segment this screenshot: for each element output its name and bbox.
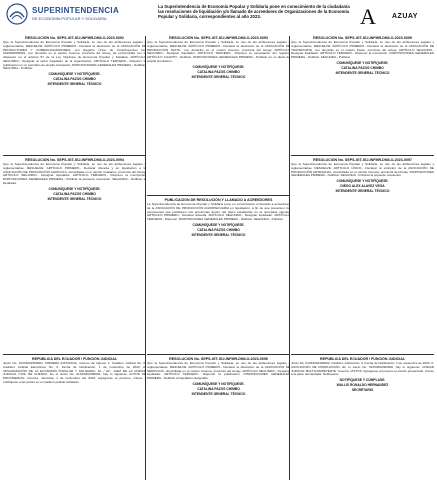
signatory-name: CATALINA PAZOS CHIMBO	[53, 191, 96, 196]
court-notice-block	[3, 357, 146, 480]
signatory-role: SECRETARIO	[351, 388, 374, 393]
resolution-closing: COMUNÍQUESE Y NOTIFÍQUESE.	[192, 222, 245, 227]
resolution-text: Que la Superintendencia de Economía Popular y Solidaria, en uso de las atribuciones legales y reglamentarias, RESUELVE: ARTÍCULO PRIMERO.- Declarar disuelta y en liquidación a la ASOCIACIÓN DE PRODUCCIÓN AGRÍCOLA, domiciliada en el cantón Gualaceo, provincia del Azuay. ARTÍCULO SEGUNDO.- Designar liquidador. ARTÍCULO TERCERO.- Disponer la inscripción. DISPOSICIONES GENERALES PRIMERA.- Publicar la presente resolución. SEGUNDA.- Notificar al liquidador.	[3, 162, 146, 185]
block-divider	[147, 354, 290, 355]
resolution-block	[3, 36, 146, 154]
block-divider	[291, 354, 434, 355]
signatory-name: CATALINA PAZOS CHIMBO	[197, 386, 240, 391]
page-header	[0, 0, 437, 36]
resolution-closing: COMUNÍQUESE Y NOTIFÍQUESE.	[192, 381, 245, 386]
signatory-name: CATALINA PAZOS CHIMBO	[197, 69, 240, 74]
resolution-title: RESOLUCIÓN No. SEPS-IGT-IGJ-INFMR-DNILO-2023-0092	[25, 36, 124, 40]
court-notice-block	[291, 357, 434, 480]
signatory-name: WALLIS RONALDO HERNANDEZ	[336, 383, 389, 388]
resolution-title: RESOLUCIÓN No. SEPS-IGT-IGJ-INFMR-DNILO-2023-0097	[313, 158, 412, 162]
signatory-role: INTENDENTE GENERAL TÉCNICO	[191, 391, 246, 396]
signatory-role: INTENDENTE GENERAL TÉCNICO	[191, 232, 246, 237]
resolution-title: RESOLUCIÓN No. SEPS-IGT-IGJ-INFMR-DNILO-2023-0093	[169, 36, 268, 40]
resolution-title: RESOLUCIÓN No. SEPS-IGT-IGJ-INFMR-DNILO-2023-0095	[313, 36, 412, 40]
resolution-title: RESOLUCIÓN No. SEPS-IGT-IGJ-INFMR-DNILO-2023-0096	[169, 357, 268, 361]
block-divider	[3, 354, 146, 355]
resolution-text: Que la Superintendencia de Economía Popular y Solidaria, en uso de las atribuciones legales y reglamentarias, RESUELVE: ARTÍCULO PRIMERO.- Declarar la disolución de la ASOCIACIÓN DE PRODUCTORES Y COMERCIALIZADORES, con Registro Único de Contribuyentes No. 0190000000001, con domicilio en el cantón Cuenca, provincia del Azuay, de conformidad con lo dispuesto en el artículo 57 de la Ley Orgánica de Economía Popular y Solidaria. ARTÍCULO SEGUNDO.- Designar al señor liquidador de la organización. ARTÍCULO TERCERO.- Disponer la publicación en un periódico de amplia circulación. DISPOSICIONES GENERALES PRIMERA.- Notificar. SEGUNDA.- Publicar.	[3, 40, 146, 71]
resolution-text: Que la Superintendencia de Economía Popular y Solidaria, en uso de las atribuciones legales y reglamentarias, RESUELVE: ARTÍCULO PRIMERO.- Declarar la disolución de la ASOCIACIÓN DE TRANSPORTE, con domicilio en el cantón Paute, provincia del Azuay. ARTÍCULO SEGUNDO.- Designar liquidador. ARTÍCULO TERCERO.- Disponer la inscripción. DISPOSICIONES GENERALES PRIMERA.- Notificar. SEGUNDA.- Publicar.	[291, 40, 434, 60]
resolution-text: Que la Superintendencia de Economía Popular y Solidaria, en uso de las atribuciones legales y reglamentarias, RESUELVE: ARTÍCULO ÚNICO.- Declarar la extinción de la ASOCIACIÓN DE PRODUCCIÓN ARTESANAL, domiciliada en el cantón Cuenca, provincia del Azuay. DISPOSICIONES GENERALES PRIMERA.- Notificar. SEGUNDA.- Publicar la presente resolución.	[291, 162, 434, 178]
logo-subtitle: DE ECONOMÍA POPULAR Y SOLIDARIA	[32, 16, 107, 21]
signatory-name: DIEGO ALEX ALAVEZ VEGA	[340, 184, 385, 189]
block-divider	[291, 155, 434, 156]
signatory-role: INTENDENTE GENERAL TÉCNICO	[191, 74, 246, 79]
court-notice-title: REPÚBLICA DEL ECUADOR / FUNCIÓN JUDICIAL	[319, 357, 406, 361]
resolution-block	[291, 158, 434, 353]
signatory-role: INTENDENTE GENERAL TÉCNICO	[335, 70, 390, 75]
creditor-call-title: PUBLICACIÓN DE RESOLUCIÓN Y LLAMADO A ACREEDORES	[164, 198, 273, 202]
seps-emblem-icon	[6, 3, 28, 25]
creditor-call-text: La Superintendencia de Economía Popular y Solidaria pone en conocimiento el llamado a acreedores de la ASOCIACIÓN DE PRODUCCIÓN AGROPECUARIA en liquidación, a fin de que presenten los documentos que justifiquen sus acreencias dentro del plazo establecido en la normativa vigente. ARTÍCULO PRIMERO.- Declarar disuelta. ARTÍCULO SEGUNDO.- Designar liquidador. ARTÍCULO TERCERO.- Disponer. DISPOSICIONES GENERALES PRIMERA.- Notificar. SEGUNDA.- Publicar.	[147, 202, 290, 222]
resolution-closing: COMUNÍQUESE Y NOTIFÍQUESE.	[48, 72, 101, 77]
resolution-text: Que la Superintendencia de Economía Popular y Solidaria, en uso de las atribuciones legales y reglamentarias, RESUELVE: ARTÍCULO PRIMERO.- Declarar la disolución de la ASOCIACIÓN DE SERVICIOS, domiciliada en el cantón Cuenca, provincia del Azuay. ARTÍCULO SEGUNDO.- Designar liquidador. ARTÍCULO TERCERO.- Disponer la publicación. DISPOSICIONES GENERALES PRIMERA.- Notificar al liquidador designado.	[147, 361, 290, 381]
resolution-title: RESOLUCIÓN No. SEPS-IGT-IGJ-INFMR-DNILO-2023-0094	[25, 158, 124, 162]
court-notice-title: REPÚBLICA DEL ECUADOR / FUNCIÓN JUDICIAL	[31, 357, 118, 361]
seps-logo	[6, 3, 156, 31]
block-divider	[3, 155, 146, 156]
intro-notice: La Superintendencia de Economía Popular y Solidaria pone en conocimiento de la ciudadanía las resoluciones de liquidación y/o llamado de acreedores de Organizaciones de la Economía Popular y Solidaria, correspondientes al año 2023.	[158, 4, 350, 20]
signatory-name: CATALINA PAZOS CHIMBO	[197, 227, 240, 232]
resolution-block	[147, 357, 290, 480]
province-name: AZUAY	[392, 13, 418, 20]
signatory-role: INTENDENTE GENERAL TÉCNICO	[47, 82, 102, 87]
section-letter: A	[360, 4, 376, 29]
resolution-closing: COMUNÍQUESE Y NOTIFÍQUESE.	[336, 60, 389, 65]
signatory-role: INTENDENTE GENERAL TÉCNICO	[335, 189, 390, 194]
resolution-closing: COMUNÍQUESE Y NOTIFÍQUESE.	[336, 179, 389, 184]
resolution-text: Que la Superintendencia de Economía Popular y Solidaria, en uso de las atribuciones legales y reglamentarias, RESUELVE: ARTÍCULO PRIMERO.- Declarar la disolución de la ASOCIACIÓN DE PRODUCCIÓN TEXTIL, con domicilio en el cantón Cuenca, provincia del Azuay. ARTÍCULO SEGUNDO.- Designar liquidador. ARTÍCULO TERCERO.- Disponer la cancelación del registro. ARTÍCULO CUARTO.- Notificar. DISPOSICIONES GENERALES PRIMERA.- Publicar en un diario de amplia circulación.	[147, 40, 290, 63]
signatory-role: INTENDENTE GENERAL TÉCNICO	[47, 196, 102, 201]
block-divider	[147, 195, 290, 196]
resolution-closing: COMUNÍQUESE Y NOTIFÍQUESE.	[48, 186, 101, 191]
creditor-call-block	[147, 198, 290, 353]
resolution-closing: COMUNÍQUESE Y NOTIFÍQUESE.	[192, 64, 245, 69]
resolution-block	[147, 36, 290, 194]
logo-title: SUPERINTENDENCIA	[32, 6, 120, 15]
signatory-name: CATALINA PAZOS CHIMBO	[53, 77, 96, 82]
resolution-block	[291, 36, 434, 154]
signatory-name: CATALINA PAZOS CHIMBO	[341, 65, 384, 70]
resolution-block	[3, 158, 146, 353]
notice-closing: NOTIFÍQUESE Y CÚMPLASE.	[339, 378, 386, 383]
court-notice-text: Juicio No. 01333202300001, PRIMERA INSTANCIA, número de ingreso 1. Casillero Judicial No. 0. Casillero Judicial Electrónico No. 0. Fecha de Notificación: 1 de noviembre de 2023. A: ORGANIZACIÓN DE LA ECONOMÍA POPULAR Y SOLIDARIA. Dr. / Ab.: JUEZ DE LA UNIDAD JUDICIAL CIVIL DE CUENCA. En el Juicio No. 01333202300001, hay lo siguiente: AUTOS DE PROVIDENCIA. Cuenca, miércoles 1 de noviembre del 2023. Agréguese al proceso. Cítese y notifíquese a las partes en el casillero judicial señalado.	[3, 361, 146, 384]
court-notice-text: Juicio No. 01333202300002. Casillero Judicial No. 0. Fecha de Notificación: 1 de noviembre de 2023. A: ASOCIACIÓN DE PRODUCCIÓN. En el Juicio No. 01333202300002, hay lo siguiente: UNIDAD JUDICIAL MULTICOMPETENTE. Cuenca. VISTOS: Agréguese al proceso el escrito presentado. Cítese a la parte demandada. Notifíquese.	[291, 361, 434, 377]
